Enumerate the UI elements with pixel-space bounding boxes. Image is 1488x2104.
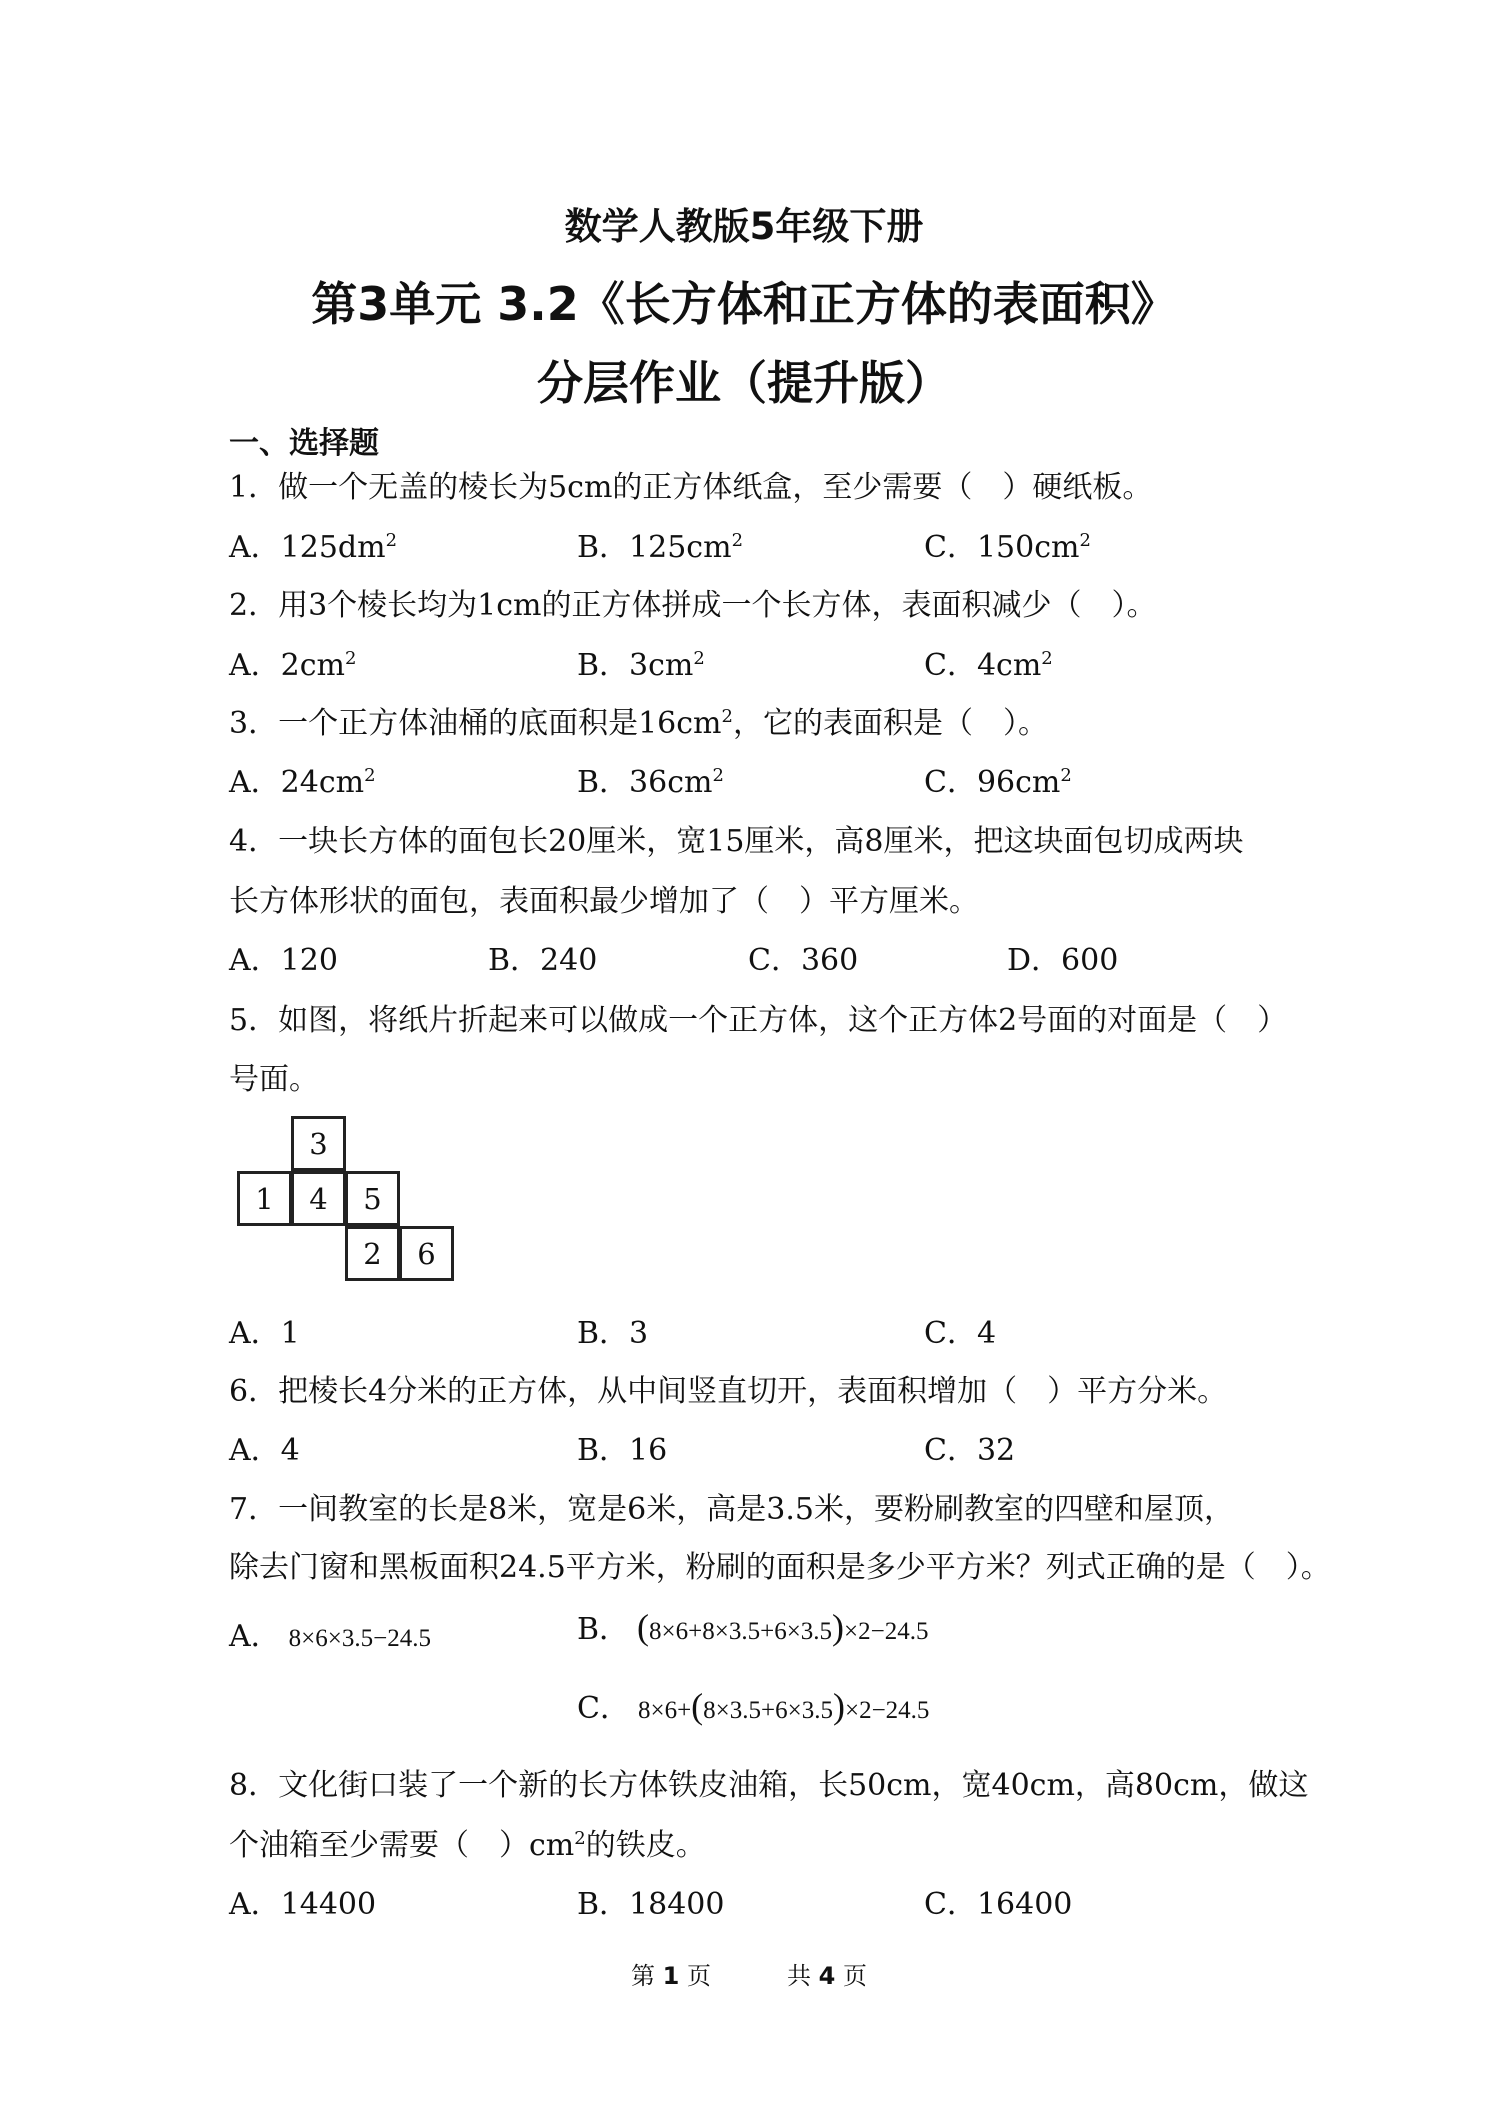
page-total: 共 4 页 [787, 1962, 867, 1990]
q5-option-b: B．3 [577, 1316, 649, 1351]
net-face: 2 [345, 1226, 400, 1281]
question-7-line2: 除去门窗和黑板面积24.5平方米，粉刷的面积是多少平方米？列式正确的是（ ）。 [229, 1550, 1331, 1585]
q4-option-b: B．240 [488, 943, 598, 978]
q7-option-c: C． 8×6+(8×3.5+6×3.5)×2−24.5 [577, 1686, 930, 1726]
q2-option-c: C．$4cm^2$ [924, 648, 1053, 683]
q6-option-c: C．32 [924, 1433, 1016, 1468]
question-4-line2: 长方体形状的面包，表面积最少增加了（ ）平方厘米。 [229, 884, 979, 919]
question-5: 5．如图，将纸片折起来可以做成一个正方体，这个正方体2号面的对面是（ ） [229, 1003, 1288, 1038]
q3-option-b: B．$36cm^2$ [577, 765, 724, 800]
q8-option-b: B．18400 [577, 1887, 725, 1922]
q4-option-d: D．600 [1007, 943, 1119, 978]
question-4: 4．一块长方体的面包长20厘米，宽15厘米，高8厘米，把这块面包切成两块 [229, 824, 1244, 859]
question-5-line2: 号面。 [229, 1062, 319, 1097]
net-face: 4 [291, 1171, 346, 1226]
q1-option-c: C．$150cm^2$ [924, 530, 1091, 565]
question-3: 3．一个正方体油桶的底面积是$16cm^2$，它的表面积是（ ）。 [229, 706, 1048, 741]
cube-net-diagram [237, 1116, 459, 1281]
question-1: 1．做一个无盖的棱长为5cm的正方体纸盒，至少需要（ ）硬纸板。 [229, 470, 1153, 505]
q8-option-c: C．16400 [924, 1887, 1073, 1922]
subtitle-textbook: 数学人教版5年级下册 [564, 205, 924, 248]
page-title: 第3单元 3.2《长方体和正方体的表面积》 [311, 277, 1177, 331]
net-face: 3 [291, 1116, 346, 1171]
q1-option-b: B．$125cm^2$ [577, 530, 744, 565]
page-number: 第 1 页 [631, 1962, 711, 1990]
q1-option-a: A．$125dm^2$ [229, 530, 398, 565]
section-title: 一、选择题 [229, 426, 379, 461]
question-8: 8．文化街口装了一个新的长方体铁皮油箱，长50cm，宽40cm，高80cm，做这 [229, 1768, 1309, 1803]
question-6: 6．把棱长4分米的正方体，从中间竖直切开，表面积增加（ ）平方分米。 [229, 1374, 1228, 1409]
question-7: 7．一间教室的长是8米，宽是6米，高是3.5米，要粉刷教室的四壁和屋顶， [229, 1492, 1234, 1527]
q4-option-c: C．360 [748, 943, 859, 978]
q5-option-c: C．4 [924, 1316, 997, 1351]
q4-option-a: A．120 [229, 943, 338, 978]
q7-option-a: A． 8×6×3.5−24.5 [229, 1619, 431, 1654]
q8-option-a: A．14400 [229, 1887, 377, 1922]
q6-option-a: A．4 [229, 1433, 300, 1468]
question-8-line2: 个油箱至少需要（ ）$cm^2$的铁皮。 [229, 1828, 706, 1863]
q6-option-b: B．16 [577, 1433, 668, 1468]
q3-option-a: A．$24cm^2$ [229, 765, 376, 800]
q3-option-c: C．$96cm^2$ [924, 765, 1072, 800]
net-face: 5 [345, 1171, 400, 1226]
page-subtitle: 分层作业（提升版） [537, 356, 951, 410]
question-2: 2．用3个棱长均为1cm的正方体拼成一个长方体，表面积减少（ ）。 [229, 588, 1157, 623]
net-face: 6 [399, 1226, 454, 1281]
q2-option-b: B．$3cm^2$ [577, 648, 705, 683]
q5-option-a: A．1 [229, 1316, 300, 1351]
q7-option-b: B． (8×6+8×3.5+6×3.5)×2−24.5 [577, 1607, 929, 1647]
net-face: 1 [237, 1171, 292, 1226]
q2-option-a: A．$2cm^2$ [229, 648, 357, 683]
